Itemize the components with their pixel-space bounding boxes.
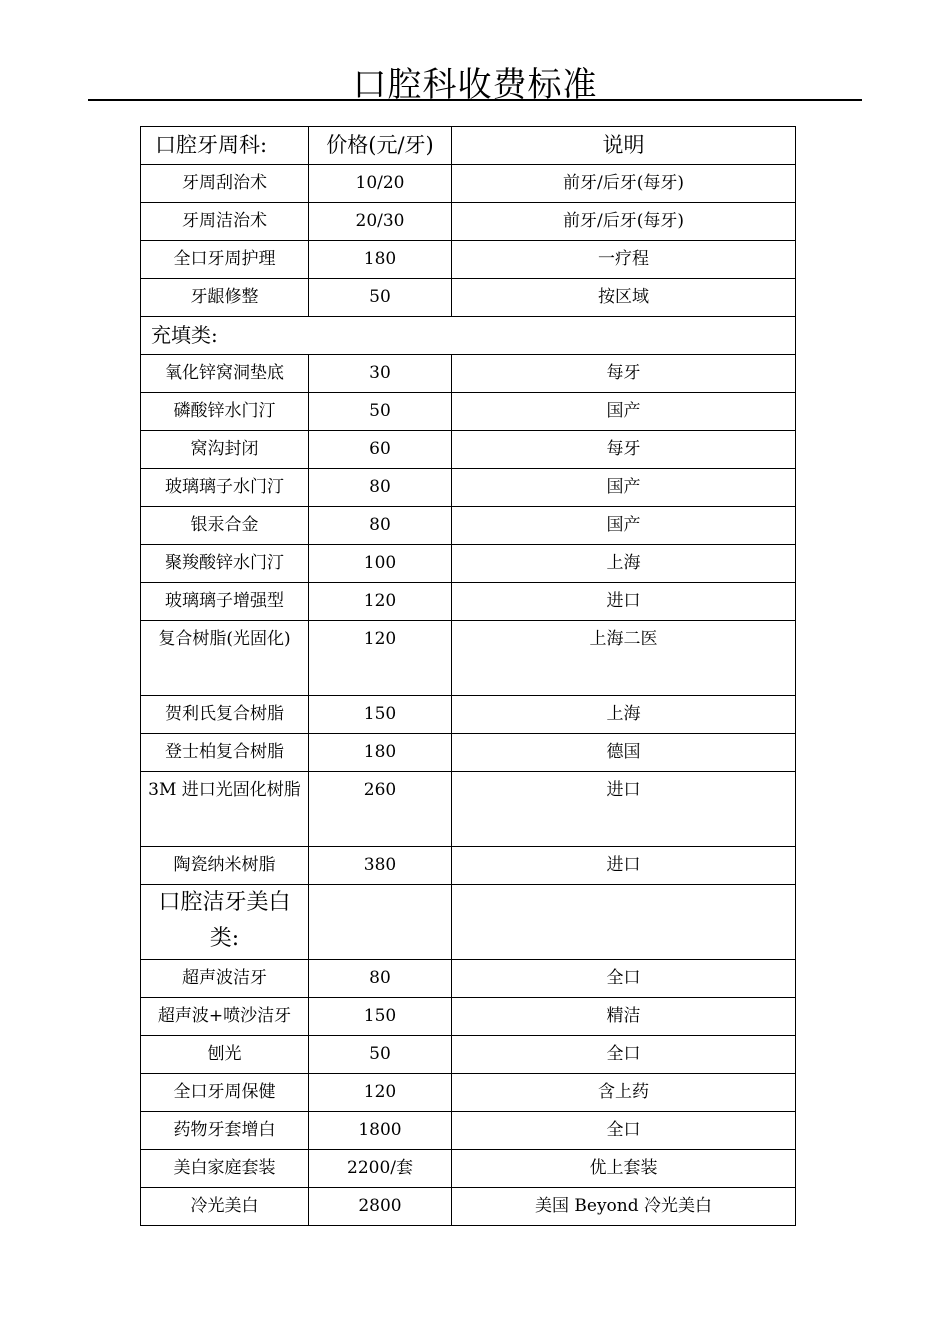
- table-row: [141, 279, 796, 317]
- empty-cell: [309, 885, 452, 960]
- header-price: 价格(元/牙): [309, 127, 452, 165]
- table-row: [141, 696, 796, 734]
- item-name: 聚羧酸锌水门汀: [141, 545, 309, 583]
- fee-table: [140, 126, 796, 1226]
- item-price: 20/30: [309, 203, 452, 241]
- item-note: 每牙: [452, 355, 796, 393]
- item-note: 国产: [452, 469, 796, 507]
- item-price: 80: [309, 507, 452, 545]
- item-price: 80: [309, 960, 452, 998]
- table-row: [141, 165, 796, 203]
- item-name: 银汞合金: [141, 507, 309, 545]
- table-row: [141, 393, 796, 431]
- item-note: 含上药: [452, 1074, 796, 1112]
- item-note: 国产: [452, 393, 796, 431]
- item-note: 每牙: [452, 431, 796, 469]
- item-note: 全口: [452, 1112, 796, 1150]
- table-row: [141, 998, 796, 1036]
- table-row: [141, 469, 796, 507]
- item-note: 优上套装: [452, 1150, 796, 1188]
- item-price: 1800: [309, 1112, 452, 1150]
- item-name: 登士柏复合树脂: [141, 734, 309, 772]
- header-category: 口腔牙周科:: [141, 127, 309, 165]
- item-name: 窝沟封闭: [141, 431, 309, 469]
- item-note: 进口: [452, 772, 796, 847]
- table-row: [141, 1074, 796, 1112]
- section-label: 充填类:: [141, 317, 796, 355]
- section-label: 口腔洁牙美白类:: [141, 885, 309, 960]
- table-row: [141, 1112, 796, 1150]
- item-name: 超声波+喷沙洁牙: [141, 998, 309, 1036]
- item-price: 2800: [309, 1188, 452, 1226]
- table-row: [141, 241, 796, 279]
- item-price: 120: [309, 583, 452, 621]
- table-row: [141, 847, 796, 885]
- item-price: 180: [309, 241, 452, 279]
- item-name: 刨光: [141, 1036, 309, 1074]
- item-price: 260: [309, 772, 452, 847]
- item-price: 30: [309, 355, 452, 393]
- item-name: 超声波洁牙: [141, 960, 309, 998]
- item-note: 进口: [452, 583, 796, 621]
- item-name: 全口牙周保健: [141, 1074, 309, 1112]
- item-note: 上海二医: [452, 621, 796, 696]
- section-row: [141, 885, 796, 960]
- table-row: [141, 583, 796, 621]
- item-note: 美国 Beyond 冷光美白: [452, 1188, 796, 1226]
- item-note: 上海: [452, 696, 796, 734]
- item-note: 国产: [452, 507, 796, 545]
- item-name: 玻璃璃子增强型: [141, 583, 309, 621]
- item-note: 按区域: [452, 279, 796, 317]
- section-row: [141, 317, 796, 355]
- table-row: [141, 621, 796, 696]
- item-name: 复合树脂(光固化): [141, 621, 309, 696]
- item-price: 150: [309, 998, 452, 1036]
- table-row: [141, 507, 796, 545]
- item-name: 牙周刮治术: [141, 165, 309, 203]
- item-name: 磷酸锌水门汀: [141, 393, 309, 431]
- table-row: [141, 1150, 796, 1188]
- item-price: 10/20: [309, 165, 452, 203]
- item-name: 贺利氏复合树脂: [141, 696, 309, 734]
- title-divider: [88, 99, 862, 101]
- table-row: [141, 772, 796, 847]
- item-price: 50: [309, 393, 452, 431]
- item-name: 陶瓷纳米树脂: [141, 847, 309, 885]
- item-price: 100: [309, 545, 452, 583]
- table-row: [141, 545, 796, 583]
- table-row: [141, 960, 796, 998]
- item-price: 2200/套: [309, 1150, 452, 1188]
- item-name: 全口牙周护理: [141, 241, 309, 279]
- table-row: [141, 1188, 796, 1226]
- item-price: 150: [309, 696, 452, 734]
- item-note: 全口: [452, 1036, 796, 1074]
- item-price: 50: [309, 279, 452, 317]
- item-price: 80: [309, 469, 452, 507]
- item-price: 60: [309, 431, 452, 469]
- item-price: 120: [309, 1074, 452, 1112]
- table-row: [141, 734, 796, 772]
- item-name: 美白家庭套装: [141, 1150, 309, 1188]
- page-title: 口腔科收费标准: [352, 64, 598, 105]
- table-row: [141, 431, 796, 469]
- item-note: 进口: [452, 847, 796, 885]
- item-name: 牙龈修整: [141, 279, 309, 317]
- item-note: 全口: [452, 960, 796, 998]
- item-name: 3M 进口光固化树脂: [141, 772, 309, 847]
- item-note: 德国: [452, 734, 796, 772]
- empty-cell: [452, 885, 796, 960]
- item-price: 120: [309, 621, 452, 696]
- table-row: [141, 203, 796, 241]
- item-note: 上海: [452, 545, 796, 583]
- table-row: [141, 1036, 796, 1074]
- item-note: 精洁: [452, 998, 796, 1036]
- table-row: [141, 355, 796, 393]
- item-name: 氧化锌窝洞垫底: [141, 355, 309, 393]
- item-name: 冷光美白: [141, 1188, 309, 1226]
- item-price: 380: [309, 847, 452, 885]
- table-header-row: [141, 127, 796, 165]
- item-name: 牙周洁治术: [141, 203, 309, 241]
- item-note: 一疗程: [452, 241, 796, 279]
- item-note: 前牙/后牙(每牙): [452, 165, 796, 203]
- header-note: 说明: [452, 127, 796, 165]
- item-name: 玻璃璃子水门汀: [141, 469, 309, 507]
- item-name: 药物牙套增白: [141, 1112, 309, 1150]
- item-note: 前牙/后牙(每牙): [452, 203, 796, 241]
- item-price: 180: [309, 734, 452, 772]
- item-price: 50: [309, 1036, 452, 1074]
